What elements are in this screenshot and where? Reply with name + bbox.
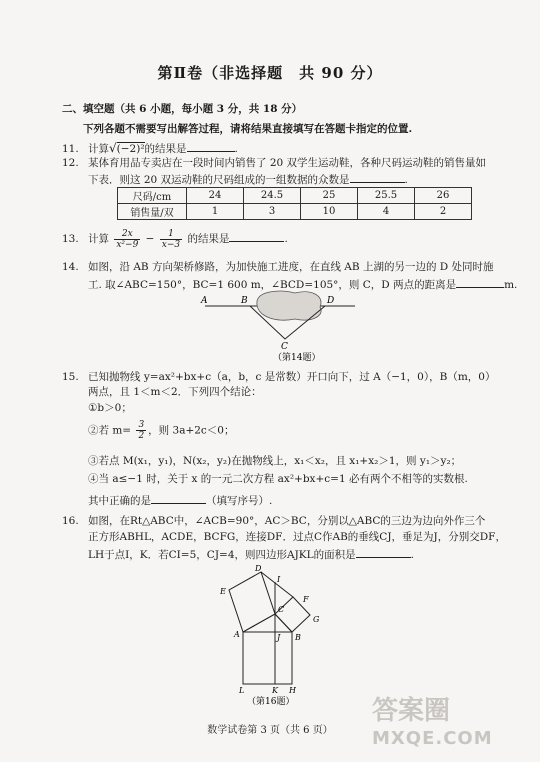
table-cell: 24 xyxy=(187,188,244,204)
label-d: D xyxy=(327,296,335,306)
label-g: G xyxy=(313,615,320,624)
lake-shape xyxy=(257,291,321,320)
label-h: H xyxy=(289,686,296,695)
table-row xyxy=(118,188,472,204)
table-cell: 1 xyxy=(187,204,244,220)
size-sales-table xyxy=(117,187,472,220)
question-14-line2: 工. 取∠ABC=150°，BC=1 600 m，∠BCD=105°，则 C，D 两点的距离是 m. xyxy=(88,276,517,292)
triangle-abc xyxy=(243,614,292,632)
question-12-line2: 下表．则这 20 双运动鞋的尺码组成的一组数据的众数是 . xyxy=(88,171,408,187)
question-16-line2: 正方形ABHL，ACDE，BCFG，连接DF．过点C作AB的垂线CJ，垂足为J，分别交DF， xyxy=(88,531,506,543)
conclusion-2: ②若 m= $\frac{3}{2}$ ，则 3a+2c＜0； xyxy=(88,420,235,441)
label-f: F xyxy=(303,595,309,604)
table-cell: 2 xyxy=(415,204,472,220)
table-cell: 25.5 xyxy=(358,188,415,204)
watermark-url: MXQE.COM xyxy=(372,728,493,749)
table-row xyxy=(118,204,472,220)
label-e: E xyxy=(220,587,226,596)
fraction: $\frac{2x}{\text{x²−9}}$ xyxy=(116,228,139,250)
question-15-line2: 两点，且 1＜m＜2．下列四个结论： xyxy=(88,386,262,398)
page-footer: 数学试卷第 3 页（共 6 页） xyxy=(207,725,333,736)
question-number: 12. xyxy=(62,157,79,169)
radicand: (−2)² xyxy=(116,143,145,155)
table-cell: 4 xyxy=(358,204,415,220)
section-heading: 二、填空题（共 6 小题，每小题 3 分，共 18 分） xyxy=(62,103,303,115)
answer-blank[interactable] xyxy=(151,492,206,504)
question-12 xyxy=(62,156,486,170)
question-13: 13. 计算 $\frac{2x}{\text{x²−9}}$ − $\frac{1}{x-3}$ 的结果是 . xyxy=(62,228,288,250)
figure-16-diagram xyxy=(220,562,335,707)
fraction: $\frac{3}{2}$ xyxy=(138,420,145,441)
label-c: C xyxy=(278,605,285,614)
label-j: J xyxy=(277,633,281,642)
question-number: 15. xyxy=(62,371,79,383)
section-instruction: 下列各题不需要写出解答过程，请将结果直接填写在答题卡指定的位置. xyxy=(83,123,413,135)
question-number: 11. xyxy=(62,143,79,155)
answer-blank[interactable] xyxy=(456,276,504,288)
fraction: $\frac{1}{x-3}$ xyxy=(161,228,181,250)
label-b: B xyxy=(241,296,248,306)
label-b: B xyxy=(295,633,301,642)
question-15 xyxy=(62,370,495,384)
table-cell: 26 xyxy=(415,188,472,204)
question-text: 如图，沿 AB 方向架桥修路，为加快施工进度，在直线 AB 上湖的另一边的 D 处同时施 xyxy=(88,261,494,273)
figure-14-diagram xyxy=(195,287,365,362)
table-cell: 10 xyxy=(301,204,358,220)
answer-blank[interactable] xyxy=(350,171,405,183)
table-cell: 25 xyxy=(301,188,358,204)
question-15-ask: 其中正确的是 （填写序号）. xyxy=(88,492,272,508)
question-text: 如图，在Rt△ABC中，∠ACB=90°，AC＞BC，分别以△ABC的三边为边向外作三个 xyxy=(88,515,486,527)
figure-caption: （第16题） xyxy=(247,697,295,707)
figure-caption: （第14题） xyxy=(273,353,321,363)
watermark-logo: 答案圈 xyxy=(372,696,451,726)
label-d: D xyxy=(255,564,262,573)
label-k: K xyxy=(272,686,278,695)
question-11: 11. 计算√(−2)²的结果是 . xyxy=(62,141,238,155)
conclusion-1: ①b＞0； xyxy=(88,402,132,414)
question-text: 已知抛物线 y=ax²+bx+c（a，b，c 是常数）开口向下，过 A（−1，0），B（m，0） xyxy=(88,371,496,383)
table-header-cell: 销售量/双 xyxy=(118,204,187,220)
question-number: 13. xyxy=(62,233,79,245)
question-text: 某体育用品专卖店在一段时间内销售了 20 双学生运动鞋，各种尺码运动鞋的销售量如 xyxy=(88,157,487,169)
square-acde xyxy=(229,572,275,632)
answer-blank[interactable] xyxy=(356,546,411,558)
question-14 xyxy=(62,260,494,274)
conclusion-4: ④当 a≤−1 时，关于 x 的一元二次方程 ax²+bx+c=1 必有两个不相等的实数根. xyxy=(88,473,468,485)
conclusion-3: ③若点 M(x₁，y₁)，N(x₂，y₂)在抛物线上，x₁＜x₂，且 x₁+x₂＞1，则 y₁＞y₂； xyxy=(88,455,462,467)
table-header-cell: 尺码/cm xyxy=(118,188,187,204)
question-number: 16. xyxy=(62,515,79,527)
table-cell: 3 xyxy=(244,204,301,220)
label-a: A xyxy=(201,296,208,306)
question-16 xyxy=(62,514,485,528)
part-title: 第Ⅱ卷（非选择题 共 90 分） xyxy=(157,64,383,82)
label-c: C xyxy=(281,342,288,352)
question-16-line3: LH于点I，K．若CI=5，CJ=4，则四边形AJKL的面积是 . xyxy=(88,546,414,562)
label-i: I xyxy=(277,575,281,584)
table-cell: 24.5 xyxy=(244,188,301,204)
question-number: 14. xyxy=(62,261,79,273)
answer-blank[interactable] xyxy=(187,140,235,152)
label-a: A xyxy=(234,630,240,639)
answer-blank[interactable] xyxy=(229,230,284,242)
square-abhl xyxy=(243,632,292,684)
label-l: L xyxy=(239,686,245,695)
